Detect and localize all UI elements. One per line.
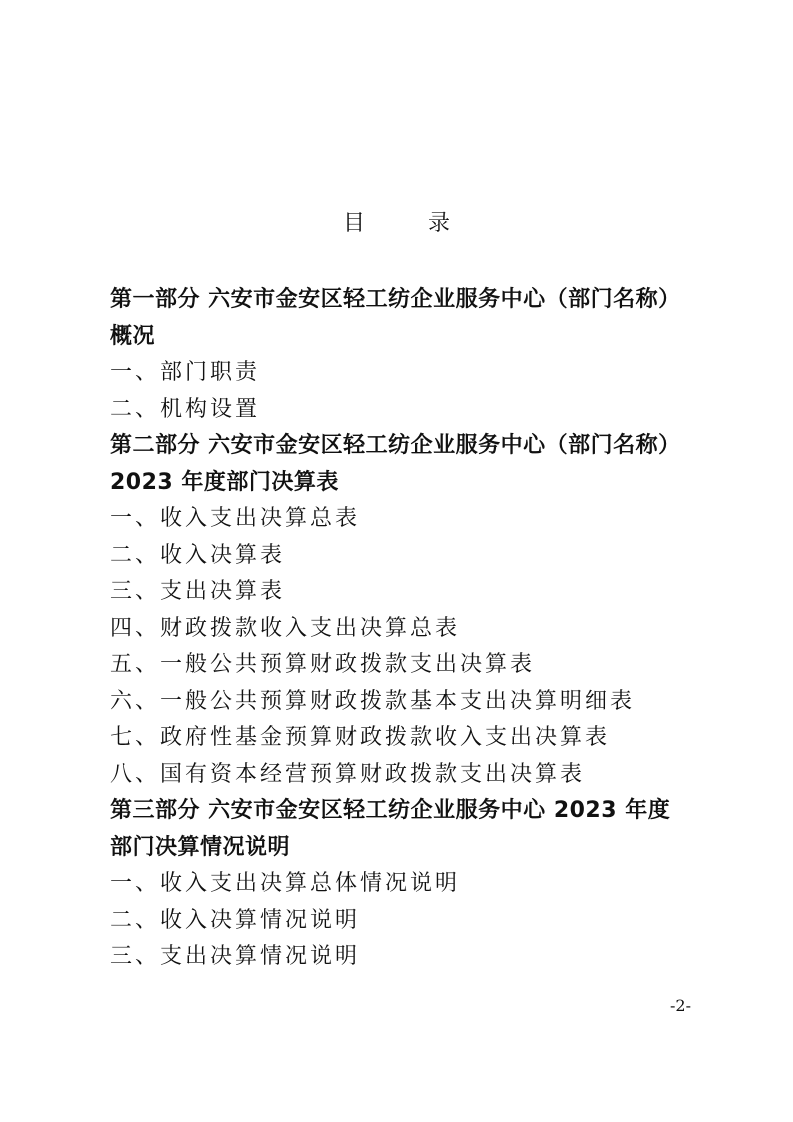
section-2-item-1: 一、收入支出决算总表	[110, 506, 361, 531]
section-3-item-2: 二、收入决算情况说明	[110, 907, 361, 933]
section-1-item-2: 二、机构设置	[110, 396, 261, 422]
section-1-heading-line-2: 概况	[110, 323, 156, 349]
section-3-item-1: 一、收入支出决算总体情况说明	[110, 871, 461, 896]
section-3-heading-line-2: 部门决算情况说明	[110, 834, 291, 860]
section-2-item-4: 四、财政拨款收入支出决算总表	[110, 615, 461, 641]
section-2-item-2: 二、收入决算表	[110, 542, 286, 568]
section-3-item-3: 三、支出决算情况说明	[110, 944, 361, 969]
section-2-heading-line-2: 2023 年度部门决算表	[110, 469, 339, 495]
section-2-item-8: 八、国有资本经营预算财政拨款支出决算表	[110, 761, 586, 787]
section-2-heading-line-1: 第二部分 六安市金安区轻工纺企业服务中心（部门名称）	[110, 433, 681, 458]
toc-title: 目 录	[343, 211, 478, 236]
section-1-heading-line-1: 第一部分 六安市金安区轻工纺企业服务中心（部门名称）	[110, 287, 681, 312]
section-2-item-6: 六、一般公共预算财政拨款基本支出决算明细表	[110, 688, 636, 714]
section-2-item-7: 七、政府性基金预算财政拨款收入支出决算表	[110, 725, 611, 750]
table-of-contents	[110, 282, 700, 976]
section-2-item-3: 三、支出决算表	[110, 579, 286, 604]
section-1-item-1: 一、部门职责	[110, 360, 261, 385]
section-3-heading-line-1: 第三部分 六安市金安区轻工纺企业服务中心 2023 年度	[110, 798, 671, 823]
section-2-item-5: 五、一般公共预算财政拨款支出决算表	[110, 652, 536, 677]
page-number: -2-	[670, 996, 691, 1015]
